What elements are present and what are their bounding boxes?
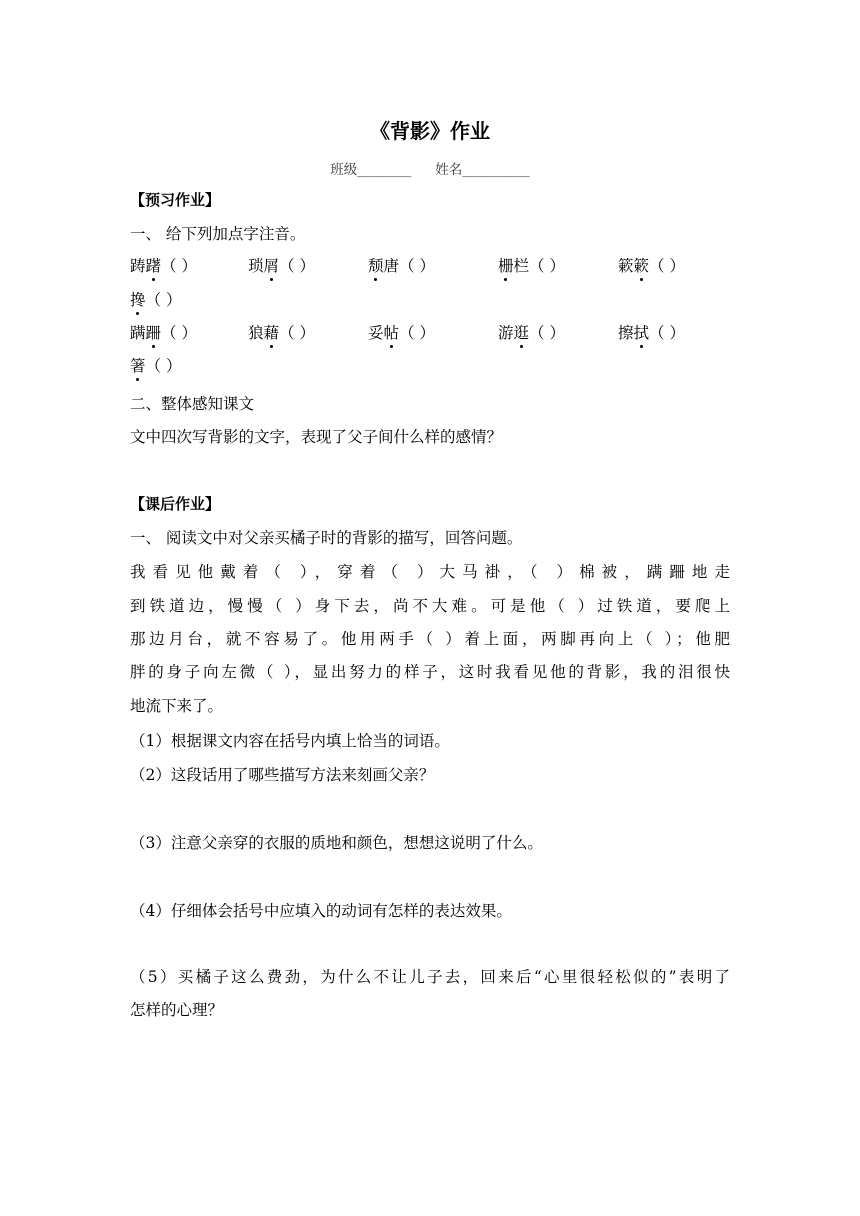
sub-question-5: （5）买橘子这么费劲，为什么不让儿子去，回来后“心里很轻松似的”表明了 xyxy=(130,968,730,986)
sub-question-1: （1）根据课文内容在括号内填上恰当的词语。 xyxy=(130,732,450,750)
word-tuotie: 妥帖（ ） xyxy=(368,324,435,342)
class-field[interactable]: 班级________ xyxy=(330,162,412,178)
word-chan: 搀（ ） xyxy=(130,291,182,309)
word-cashi: 擦拭（ ） xyxy=(618,324,685,342)
student-info xyxy=(0,158,860,178)
passage-line-1: 我看见他戴着（ ），穿着（ ）大马褂，（ ）棉被，蹒跚地走 xyxy=(130,563,730,581)
preview-question-2: 二、整体感知课文 xyxy=(130,395,255,413)
preview-question-2-text: 文中四次写背影的文字，表现了父子间什么样的感情？ xyxy=(130,428,503,446)
word-chouchu: 踌躇（ ） xyxy=(130,257,197,275)
word-langji: 狼藉（ ） xyxy=(248,324,315,342)
word-zhalan: 栅栏（ ） xyxy=(498,257,565,275)
passage-line-3: 那边月台，就不容易了。他用两手（ ）着上面，两脚再向上（ ）；他肥 xyxy=(130,630,730,648)
sub-question-5-cont: 怎样的心理？ xyxy=(130,1001,224,1019)
preview-question-1: 一、 给下列加点字注音。 xyxy=(130,225,306,243)
sub-question-4: （4）仔细体会括号中应填入的动词有怎样的表达效果。 xyxy=(130,902,512,920)
after-question-1: 一、 阅读文中对父亲买橘子时的背影的描写，回答问题。 xyxy=(130,529,523,547)
word-zhu: 箸（ ） xyxy=(130,357,182,375)
sub-question-3: （3）注意父亲穿的衣服的质地和颜色，想想这说明了什么。 xyxy=(130,834,543,852)
name-field[interactable]: 姓名__________ xyxy=(435,162,530,178)
word-suoxie: 琐屑（ ） xyxy=(248,257,315,275)
passage-line-5: 地流下来了。 xyxy=(130,697,224,715)
after-heading: 【课后作业】 xyxy=(130,495,221,513)
sub-question-2: （2）这段话用了哪些描写方法来刻画父亲？ xyxy=(130,766,435,784)
word-youguang: 游逛（ ） xyxy=(498,324,565,342)
page-title: 《背影》作业 xyxy=(370,119,490,143)
passage-line-2: 到铁道边，慢慢（ ）身下去，尚不大难。可是他（ ）过铁道，要爬上 xyxy=(130,597,730,615)
preview-heading: 【预习作业】 xyxy=(130,191,221,209)
word-susu: 簌簌（ ） xyxy=(618,257,685,275)
passage-line-4: 胖的身子向左微（ ），显出努力的样子，这时我看见他的背影，我的泪很快 xyxy=(130,663,730,681)
word-tuitang: 颓唐（ ） xyxy=(368,257,435,275)
word-panshan: 蹒跚（ ） xyxy=(130,324,197,342)
